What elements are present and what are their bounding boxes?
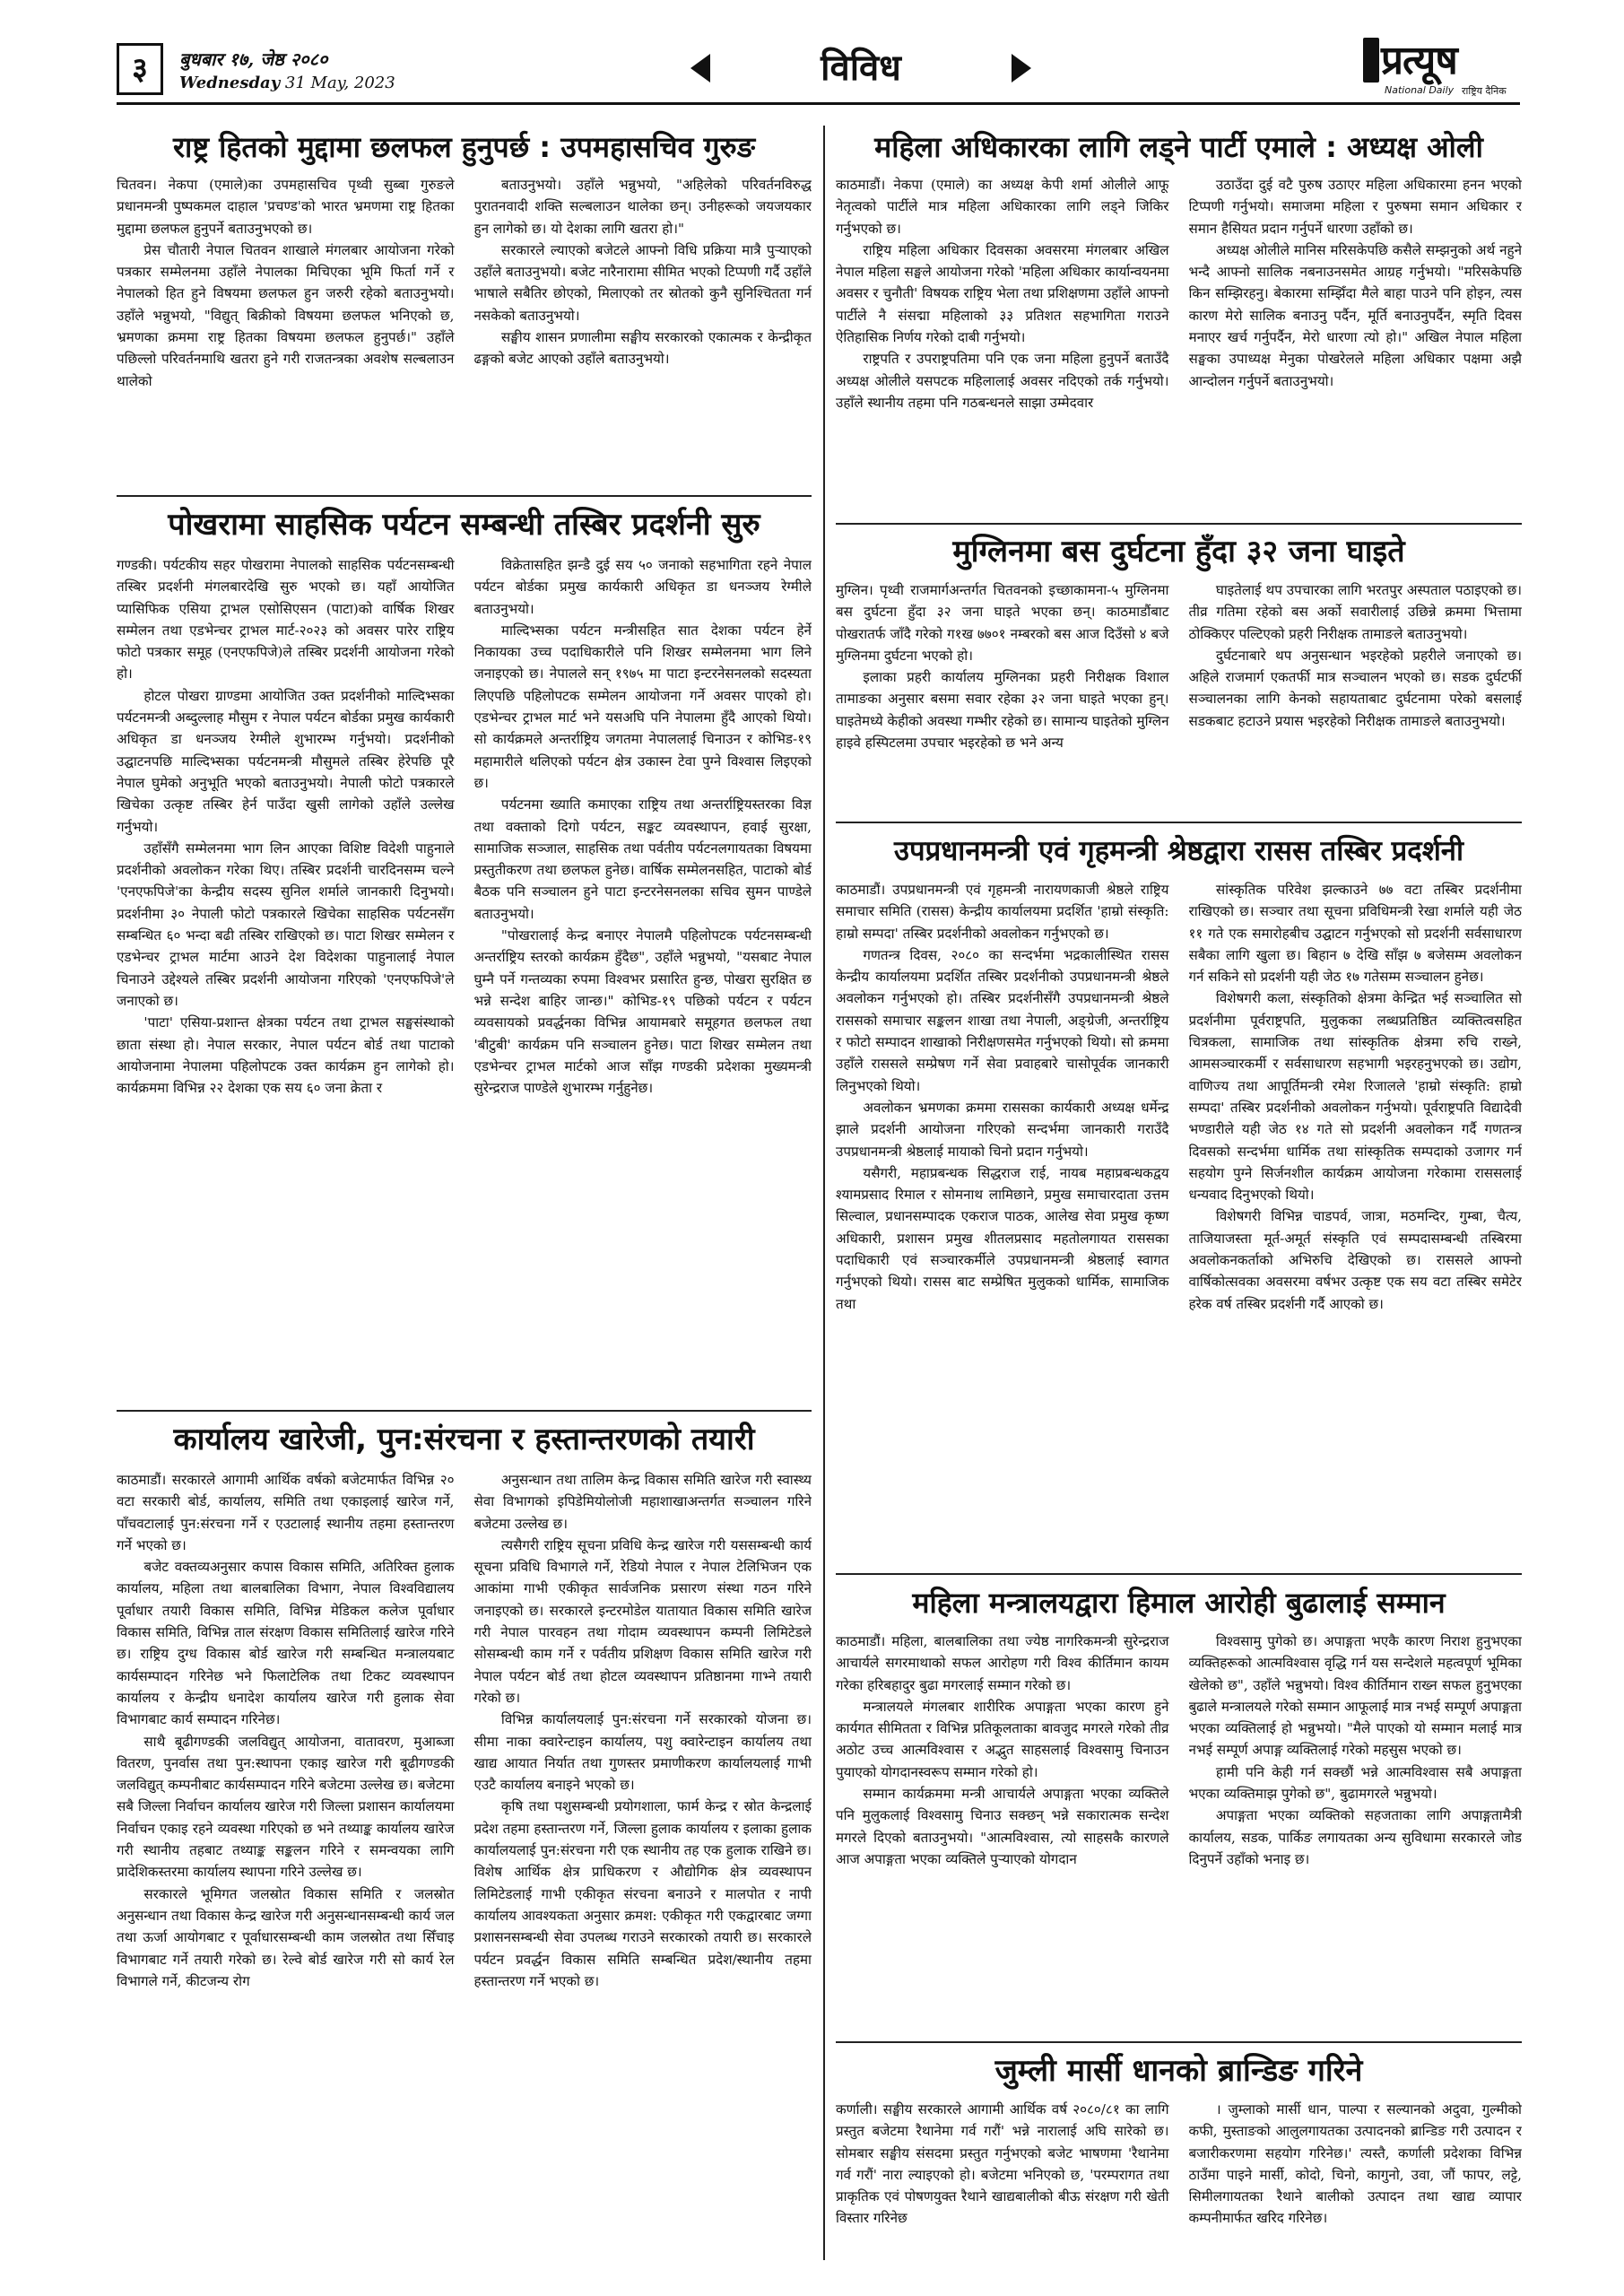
paragraph: उहाँसँगै सम्मेलनमा भाग लिन आएका विशिष्ट विदेशी पाहुनाले प्रदर्शनीको अवलोकन गरेका थिए। तस्बिर प्रदर्शनी चारदिनसम्म चल्ने 'एनएफपिजे'का केन्द्रीय सदस्य सुनिल शर्माले जानकारी दिनुभयो। प्रदर्शनीमा ३० नेपाली फोटो पत्रकारले खिचेका साहसिक पर्यटनसँग सम्बन्धित ६० भन्दा बढी तस्बिर राखिएको छ। पाटा शिखर सम्मेलन र एडभेन्चर ट्राभल मार्टमा आउने देश विदेशका पाहुनालाई नेपाल चिनाउने उद्देश्यले तस्बिर प्रदर्शनी आयोजना गरिएको 'एनएफपिजे'ले जनाएको छ। xyxy=(117,839,455,1009)
paragraph: साथै बूढीगण्डकी जलविद्युत् आयोजना, वातावरण, मुआब्जा वितरण, पुनर्वास तथा पुन:स्थापना एकाइ खारेज गरी बूढीगण्डकी जलविद्युत् कम्पनीबाट कार्यसम्पादन गरिने बजेटमा उल्लेख छ। बजेटमा सबै जिल्ला निर्वाचन कार्यालय खारेज गरी जिल्ला प्रशासन कार्यालयमा निर्वाचन एकाइ रहने व्यवस्था गरिएको छ भने तथ्याङ्क कार्यालय खारेज गरी स्थानीय तहबाट तथ्याङ्क सङ्कलन गरिने र समन्वयका लागि प्रादेशिकस्तरमा कार्यालय स्थापना गरिने उल्लेख छ। xyxy=(117,1733,455,1881)
article-column xyxy=(1189,174,1523,515)
article-column xyxy=(474,174,812,490)
article-shrestha xyxy=(836,829,1522,1570)
paragraph: मुग्लिन। पृथ्वी राजमार्गअन्तर्गत चितवनको इच्छाकामना-५ मुग्लिनमा बस दुर्घटना हुँदा ३२ जना घाइते भएका छन्। काठमाडौंबाट पोखरातर्फ जाँदै गरेको ग१ख ७७०१ नम्बरको बस आज दिउँसो ४ बजे मुग्लिनमा दुर्घटना भएको हो। xyxy=(836,582,1169,664)
paragraph: बताउनुभयो। उहाँले भन्नुभयो, "अहिलेको परिवर्तनविरुद्ध पुरातनवादी शक्ति सल्बलाउन थालेका छन्। उनीहरूको जयजयकार हुन लागेको छ। यो देशका लागि खतरा हो।" xyxy=(473,177,812,237)
paragraph: होटल पोखरा ग्राण्डमा आयोजित उक्त प्रदर्शनीको माल्दिभ्सका पर्यटनमन्त्री अब्दुल्लाह मौसुम र नेपाल पर्यटन बोर्डका प्रमुख कार्यकारी अधिकृत डा धनञ्जय रेग्मीले शुभारम्भ गर्नुभयो। प्रदर्शनीको उद्घाटनपछि माल्दिभ्सका पर्यटनमन्त्री मौसुमले तस्बिर हेरेपछि पूरै नेपाल घुमेको अनुभूति भएको बताउनुभयो। नेपाली फोटो पत्रकारले खिचेका उत्कृष्ट तस्बिर हेर्न पाउँदा खुसी लागेको उहाँले उल्लेख गर्नुभयो। xyxy=(117,687,455,835)
paragraph: घाइतेलाई थप उपचारका लागि भरतपुर अस्पताल पठाइएको छ। तीव्र गतिमा रहेको बस अर्को सवारीलाई उछिन्ने क्रममा भित्तामा ठोक्किएर पल्टिएको प्रहरी निरीक्षक तामाङले बताउनुभयो। xyxy=(1188,582,1522,642)
column-divider xyxy=(823,126,825,2260)
article-column xyxy=(836,2099,1169,2257)
paragraph: राष्ट्रपति र उपराष्ट्रपतिमा पनि एक जना महिला हुनुपर्ने बताउँदै अध्यक्ष ओलीले यसपटक महिलालाई अवसर नदिएको तर्क गर्नुभयो। उहाँले स्थानीय तहमा पनि गठबन्धनले साझा उम्मेदवार xyxy=(836,351,1169,411)
headline: मुग्लिनमा बस दुर्घटना हुँदा ३२ जना घाइते xyxy=(952,534,1405,570)
paragraph: कृषि तथा पशुसम्बन्धी प्रयोगशाला, फार्म केन्द्र र स्रोत केन्द्रलाई प्रदेश तहमा हस्तान्तरण गर्ने, जिल्ला हुलाक कार्यालय र इलाका हुलाक कार्यालयलाई पुन:संरचना गरी एक स्थानीय तह एक हुलाक राखिने छ। विशेष आर्थिक क्षेत्र प्राधिकरण र औद्योगिक क्षेत्र व्यवस्थापन लिमिटेडलाई गाभी एकीकृत संरचना बनाउने र मालपोत र नापी कार्यालय आवश्यकता अनुसार क्रमश: एकीकृत गरी एकद्वारबाट जग्गा प्रशासनसम्बन्धी सेवा उपलब्ध गराउने सरकारको तयारी छ। सरकारले पर्यटन प्रवर्द्धन विकास समिति सम्बन्धित प्रदेश/स्थानीय तहमा हस्तान्तरण गर्ने भएको छ। xyxy=(473,1798,812,1989)
paragraph: "पोखरालाई केन्द्र बनाएर नेपालमै पहिलोपटक पर्यटनसम्बन्धी अन्तर्राष्ट्रिय स्तरको कार्यक्रम हुँदैछ", उहाँले भन्नुभयो, "यसबाट नेपाल घुम्नै पर्ने गन्तव्यका रुपमा विश्वभर प्रसारित हुन्छ, पोखरा सुरक्षित छ भन्ने सन्देश बाहिर जान्छ।" कोभिड-१९ पछिको पर्यटन र पर्यटन व्यवसायको प्रवर्द्धनका विभिन्न आयामबारे समूहगत छलफल तथा 'बीटुबी' कार्यक्रम पनि सञ्चालन हुनेछ। पाटा शिखर सम्मेलन तथा एडभेन्चर ट्राभल मार्टको आज साँझ गण्डकी प्रदेशका मुख्यमन्त्री सुरेन्द्रराज पाण्डेले शुभारम्भ गर्नुहुनेछ। xyxy=(473,927,812,1097)
article-column xyxy=(836,174,1169,515)
paragraph: विक्रेतासहित झन्डै दुई सय ५० जनाको सहभागिता रहने नेपाल पर्यटन बोर्डका प्रमुख कार्यकारी अधिकृत डा धनञ्जय रेग्मीले बताउनुभयो। xyxy=(473,557,812,617)
section-rule xyxy=(117,495,812,497)
headline: महिला मन्त्रालयद्वारा हिमाल आरोही बुढालाई सम्मान xyxy=(912,1586,1446,1620)
article-column xyxy=(1189,579,1523,814)
paragraph: गण्डकी। पर्यटकीय सहर पोखरामा नेपालको साहसिक पर्यटनसम्बन्धी तस्बिर प्रदर्शनी मंगलबारदेखि सुरु भएको छ। यहाँ आयोजित प्यासिफिक एसिया ट्राभल एसोसिएसन (पाटा)को वार्षिक शिखर सम्मेलन तथा एडभेन्चर ट्राभल मार्ट-२०२३ को अवसर पारेर राष्ट्रिय फोटो पत्रकार समूह (एनएफपिजे)ले तस्बिर प्रदर्शनी आयोजना गरेको हो। xyxy=(117,557,455,683)
masthead-rule xyxy=(117,102,1520,105)
paragraph: हामी पनि केही गर्न सक्छौं भन्ने आत्मविश्वास सबै अपाङ्गता भएका व्यक्तिमाझ पुगेको छ", बुढामगरले भन्नुभयो। xyxy=(1188,1763,1522,1803)
paragraph: सरकारले ल्याएको बजेटले आफ्नो विधि प्रक्रिया मात्रै पुर्‍याएको उहाँले बताउनुभयो। बजेट नारैनारामा सीमित भएको टिप्पणी गर्दै उहाँले भाषाले सबैतिर छोएको, मिलाएको तर स्रोतको कुनै सुनिश्चितता गर्न नसकेको बताउनुभयो। xyxy=(473,241,812,324)
paragraph: मन्त्रालयले मंगलबार शारीरिक अपाङ्गता भएका कारण हुने कार्यगत सीमितता र विभिन्न प्रतिकूलताका बावजुद मगरले गरेको तीव्र अठोट उच्च आत्मविश्वास र अद्भुत साहसलाई विश्वसामु चिनाउन पुयाएको योगदानस्वरूप सम्मान गरेको हो। xyxy=(836,1698,1169,1780)
article-column xyxy=(836,579,1169,814)
paragraph: काठमाडौं। उपप्रधानमन्त्री एवं गृहमन्त्री नारायणकाजी श्रेष्ठले राष्ट्रिय समाचार समिति (रासस) केन्द्रीय कार्यालयमा प्रदर्शित 'हाम्रो संस्कृति: हाम्रो सम्पदा' तस्बिर प्रदर्शनीको अवलोकन गर्नुभएको छ। xyxy=(836,882,1169,942)
paragraph: सम्मान कार्यक्रममा मन्त्री आचार्यले अपाङ्गता भएका व्यक्तिले पनि मुलुकलाई विश्वसामु चिनाउ सक्छन् भन्ने सकारात्मक सन्देश मगरले दिएको बताउनुभयो। "आत्मविश्वास, त्यो साहसकै कारणले आज अपाङ्गता भएका व्यक्तिले पुऱ्याएको योगदान xyxy=(836,1786,1169,1867)
logo-tagline-np: राष्ट्रिय दैनिक xyxy=(1462,85,1507,97)
paragraph: काठमाडौं। महिला, बालबालिका तथा ज्येष्ठ नागरिकमन्त्री सुरेन्द्रराज आचार्यले सगरमाथाको सफल आरोहण गरी विश्व कीर्तिमान कायम गरेका हरिबहादुर बुढा मगरलाई सम्मान गरेको छ। xyxy=(836,1633,1169,1693)
paragraph: सङ्घीय शासन प्रणालीमा सङ्घीय सरकारको एकात्मक र केन्द्रीकृत ढङ्गको बजेट आएको उहाँले बताउनुभयो। xyxy=(473,329,812,368)
logo-tagline-en: National Daily xyxy=(1385,84,1455,96)
paragraph: गणतन्त्र दिवस, २०८० का सन्दर्भमा भद्रकालीस्थित रासस केन्द्रीय कार्यालयमा प्रदर्शित तस्बिर प्रदर्शनीको उपप्रधानमन्त्री श्रेष्ठले अवलोकन गर्नुभएको हो। तस्बिर प्रदर्शनीसँगै उपप्रधानमन्त्री श्रेष्ठले राससको समाचार सङ्कलन शाखा तथा नेपाली, अङ्ग्रेजी, अन्तर्राष्ट्रिय र फोटो सम्पादन शाखाको निरीक्षणसमेत गर्नुभएको थियो। सो क्रममा उहाँले राससले सम्प्रेषण गर्ने सेवा प्रवाहबारे चासोपूर्वक जानकारी लिनुभएको थियो। xyxy=(836,946,1169,1094)
date-english xyxy=(179,74,395,92)
paragraph: सांस्कृतिक परिवेश झल्काउने ७७ वटा तस्बिर प्रदर्शनीमा राखिएको छ। सञ्चार तथा सूचना प्रविधिमन्त्री रेखा शर्माले यही जेठ ११ गते एक समारोहबीच उद्घाटन गर्नुभएको सो प्रदर्शनी सर्वसाधारण सबैका लागि खुला छ। बिहान ७ देखि साँझ ७ बजेसम्म अवलोकन गर्न सकिने सो प्रदर्शनी यही जेठ १७ गतेसम्म सञ्चालन हुनेछ। xyxy=(1188,882,1522,986)
article-column xyxy=(117,1469,455,2258)
article-column xyxy=(474,1469,812,2258)
paragraph: चितवन। नेकपा (एमाले)का उपमहासचिव पृथ्वी सुब्बा गुरुङले प्रधानमन्त्री पुष्पकमल दाहाल 'प्रचण्ड'को भारत भ्रमणमा राष्ट्र हितका मुद्दामा छलफल हुनुपर्ने बताउनुभएको छ। xyxy=(117,177,455,237)
masthead xyxy=(117,39,1520,108)
paragraph: विशेषगरी विभिन्न चाडपर्व, जात्रा, मठमन्दिर, गुम्बा, चैत्य, ताजियाजस्ता मूर्त-अमूर्त संस्कृति एवं सम्पदासम्बन्धी तस्बिरमा अवलोकनकर्ताको अभिरुचि देखिएको छ। राससले आफ्नो वार्षिकोत्सवका अवसरमा वर्षभर उत्कृष्ट एक सय वटा तस्बिर समेटेर हरेक वर्ष तस्बिर प्रदर्शनी गर्दै आएको छ। xyxy=(1188,1208,1522,1312)
paragraph: विश्वसामु पुगेको छ। अपाङ्गता भएकै कारण निराश हुनुभएका व्यक्तिहरूको आत्मविश्वास वृद्धि गर्न यस सन्देशले महत्वपूर्ण भूमिका खेलेको छ", उहाँले भन्नुभयो। विश्व कीर्तिमान राख्न सफल हुनुभएका बुढाले मन्त्रालयले गरेको सम्मान आफूलाई मात्र नभई सम्पूर्ण अपाङ्गता भएका व्यक्तिलाई हो भन्नुभयो। "मैले पाएको यो सम्मान मलाई मात्र नभई सम्पूर्ण अपाङ्ग व्यक्तिलाई गरेको महसुस भएको छ। xyxy=(1188,1633,1522,1759)
article-column xyxy=(836,1631,1169,2036)
paragraph: अध्यक्ष ओलीले मानिस मरिसकेपछि कसैले सम्झनुको अर्थ नहुने भन्दै आफ्नो सालिक नबनाउनसमेत आग्रह गर्नुभयो। "मरिसकेपछि किन सम्झिरहनु। बेकारमा सम्झिँदा मैले बाहा पाउने पनि होइन, त्यस कारण मेरो सालिक बनाउनु पर्दैन, मूर्ति बनाउनुपर्दैन, स्मृति दिवस मनाएर खर्च गर्नुपर्दैन, मेरो धारणा त्यो हो।" अखिल नेपाल महिला सङ्घका उपाध्यक्ष मेनुका पोखरेलले महिला अधिकार पक्षमा अझै आन्दोलन गर्नुपर्ने बताउनुभयो। xyxy=(1188,241,1522,389)
headline: जुम्ली मार्सी धानको ब्रान्डिङ गरिने xyxy=(994,2053,1363,2089)
article-column xyxy=(1189,879,1523,1566)
article-column xyxy=(117,554,455,1403)
paragraph: अपाङ्गता भएका व्यक्तिको सहजताका लागि अपाङ्गतामैत्री कार्यालय, सडक, पार्किङ लगायतका अन्य सुविधामा सरकारले जोड दिनुपर्ने उहाँको भनाइ छ। xyxy=(1188,1807,1522,1867)
paragraph: कर्णाली। सङ्घीय सरकारले आगामी आर्थिक वर्ष २०८०/८१ का लागि प्रस्तुत बजेटमा रैथानेमा गर्व गरौं' भन्ने नारालाई अघि सारेको छ। सोमबार सङ्घीय संसदमा प्रस्तुत गर्नुभएको बजेट भाषणमा 'रैथानेमा गर्व गरौं' नारा ल्याइएको हो। बजेटमा भनिएको छ, 'परम्परागत तथा प्राकृतिक एवं पोषणयुक्त रैथाने खाद्यबालीको बीऊ संरक्षण गरी खेती विस्तार गरिनेछ xyxy=(836,2101,1169,2227)
paragraph: इलाका प्रहरी कार्यालय मुग्लिनका प्रहरी निरीक्षक विशाल तामाङका अनुसार बसमा सवार रहेका ३२ जना घाइते भएका हुन्। घाइतेमध्ये केहीको अवस्था गम्भीर रहेको छ। सामान्य घाइतेको मुग्लिन हाइवे हस्पिटलमा उपचार भइरहेको छ भने अन्य xyxy=(836,669,1169,752)
page-number: ३ xyxy=(117,43,163,95)
paragraph: प्रेस चौतारी नेपाल चितवन शाखाले मंगलबार आयोजना गरेको पत्रकार सम्मेलनमा उहाँले नेपालका मिचिएका भूमि फिर्ता गर्ने र नेपालको हित हुने विषयमा छलफल हुन जरुरी रहेको बताउनुभयो। उहाँले भन्नुभयो, "विद्युत् बिक्रीको विषयमा छलफल भनिएको छ, भ्रमणका क्रममा राष्ट्र हितका विषयमा छलफल हुनुपर्छ।" उहाँले पछिल्लो परिवर्तनमाथि खतरा हुने गरी राजतन्त्रका अवशेष सल्बलाउन थालेको xyxy=(117,241,455,389)
article-oli xyxy=(836,126,1522,520)
headline: उपप्रधानमन्त्री एवं गृहमन्त्री श्रेष्ठद्वारा रासस तस्बिर प्रदर्शनी xyxy=(893,835,1464,867)
section-rule xyxy=(836,523,1522,525)
paragraph: काठमाडौं। सरकारले आगामी आर्थिक वर्षको बजेटमार्फत विभिन्न २० वटा सरकारी बोर्ड, कार्यालय, समिति तथा एकाइलाई खारेज गर्ने, पाँचवटालाई पुन:संरचना गर्ने र एउटालाई स्थानीय तहमा हस्तान्तरण गर्ने भएको छ। xyxy=(117,1472,455,1553)
article-column xyxy=(1189,2099,1523,2257)
paragraph: राष्ट्रिय महिला अधिकार दिवसका अवसरमा मंगलबार अखिल नेपाल महिला सङ्घले आयोजना गरेको 'महिला अधिकार कार्यान्वयनमा अवसर र चुनौती' विषयक राष्ट्रिय भेला तथा प्रशिक्षणमा उहाँले आफ्नो पार्टीले नै संसद्मा महिलाको ३३ प्रतिशत सहभागिता गराउने ऐतिहासिक निर्णय गरेको दाबी गर्नुभयो। xyxy=(836,241,1169,346)
arrow-right-icon xyxy=(1012,54,1031,83)
paragraph: बजेट वक्तव्यअनुसार कपास विकास समिति, अतिरिक्त हुलाक कार्यालय, महिला तथा बालबालिका विभाग, नेपाल विश्वविद्यालय पूर्वाधार तयारी विकास समिति, विभिन्न मेडिकल कलेज पूर्वाधार विकास समिति, विभिन्न ताल संरक्षण विकास समितिलाई खारेज गरिने छ। राष्ट्रिय दुग्ध विकास बोर्ड खारेज गरी सम्बन्धित मन्त्रालयबाट कार्यसम्पादन गरिनेछ भने फिलाटेलिक तथा टिकट व्यवस्थापन कार्यालय र केन्द्रीय धनादेश कार्यालय खारेज गरी हुलाक सेवा विभागबाट कार्य सम्पादन गरिनेछ। xyxy=(117,1559,455,1728)
headline: कार्यालय खारेजी, पुन:संरचना र हस्तान्तरणको तयारी xyxy=(173,1422,755,1457)
article-jumla xyxy=(836,2048,1522,2260)
article-column xyxy=(117,174,455,490)
article-column xyxy=(1189,1631,1523,2036)
section-rule xyxy=(836,822,1522,823)
logo-mark-icon xyxy=(1363,38,1379,83)
article-column xyxy=(836,879,1169,1566)
paragraph: अनुसन्धान तथा तालिम केन्द्र विकास समिति खारेज गरी स्वास्थ्य सेवा विभागको इपिडेमियोलोजी महाशाखाअन्तर्गत सञ्चालन गरिने बजेटमा उल्लेख छ। xyxy=(473,1472,812,1532)
paragraph: पर्यटनमा ख्याति कमाएका राष्ट्रिय तथा अन्तर्राष्ट्रियस्तरका विज्ञ तथा वक्ताको दिगो पर्यटन, सङ्कट व्यवस्थापन, हवाई सुरक्षा, सामाजिक सञ्जाल, साहसिक तथा पर्वतीय पर्यटनलगायतका विषयमा प्रस्तुतीकरण तथा छलफल हुनेछ। वार्षिक सम्मेलनसहित, पाटाको बोर्ड बैठक पनि सञ्चालन हुने पाटा इन्टरनेसनलका सचिव सुमन पाण्डेले बताउनुभयो। xyxy=(473,796,812,922)
paragraph: । जुम्लाको मार्सी धान, पाल्पा र सल्यानको अदुवा, गुल्मीको कफी, मुस्ताङको आलुलगायतका उत्पादनको ब्रान्डिङ गरी उत्पादन र बजारीकरणमा सहयोग गरिनेछ।' त्यस्तै, कर्णाली प्रदेशका विभिन्न ठाउँमा पाइने मार्सी, कोदो, चिनो, कागुनो, उवा, जौं फापर, लट्टे, सिमीलगायतका रैथाने बालीको उत्पादन तथा खाद्य व्यापार कम्पनीमार्फत खरिद गरिनेछ। xyxy=(1188,2101,1522,2227)
paragraph: विभिन्न कार्यालयलाई पुन:संरचना गर्ने सरकारको योजना छ। सीमा नाका क्वारेन्टाइन कार्यालय, पशु क्वारेन्टाइन कार्यालय तथा खाद्य आयात निर्यात तथा गुणस्तर प्रमाणीकरण कार्यालयलाई गाभी एउटै कार्यालय बनाइने भएको छ। xyxy=(473,1711,812,1794)
headline: पोखरामा साहसिक पर्यटन सम्बन्धी तस्बिर प्रदर्शनी सुरु xyxy=(168,507,760,543)
paragraph: दुर्घटनाबारे थप अनुसन्धान भइरहेको प्रहरीले जनाएको छ। अहिले राजमार्ग एकतर्फी मात्र सञ्चालन भएको छ। सडक दुर्घटर्फी सञ्चालनका लागि केनको सहायताबाट दुर्घटनामा परेको बसलाई सडकबाट हटाउने प्रयास भइरहेको निरीक्षक तामाङले बताउनुभयो। xyxy=(1188,647,1522,729)
article-mugling xyxy=(836,529,1522,818)
paragraph: काठमाडौं। नेकपा (एमाले) का अध्यक्ष केपी शर्मा ओलीले आफू नेतृत्वको पार्टीले मात्र महिला अधिकारका लागि लड्ने जिकिर गर्नुभएको छ। xyxy=(836,177,1169,237)
logo-name: प्रत्यूष xyxy=(1381,38,1457,83)
headline: राष्ट्र हितको मुद्दामा छलफल हुनुपर्छ : उपमहासचिव गुरुङ xyxy=(172,130,756,164)
paragraph: 'पाटा' एसिया-प्रशान्त क्षेत्रका पर्यटन तथा ट्राभल सङ्घसंस्थाको छाता संस्था हो। नेपाल सरकार, नेपाल पर्यटन बोर्ड तथा पाटाको आयोजनामा नेपालमा पहिलोपटक उक्त कार्यक्रम हुन लागेको हो। कार्यक्रममा विभिन्न २२ देशका एक सय ६० जना क्रेता र xyxy=(117,1014,455,1097)
paragraph: अवलोकन भ्रमणका क्रममा राससका कार्यकारी अध्यक्ष धर्मेन्द्र झाले प्रदर्शनी आयोजना गरिएको सन्दर्भमा जानकारी गराउँदै उपप्रधानमन्त्री श्रेष्ठलाई मायाको चिनो प्रदान गर्नुभयो। xyxy=(836,1099,1169,1160)
section-header xyxy=(690,45,1031,91)
article-gurung xyxy=(117,126,812,493)
date-en-rest: 31 May, 2023 xyxy=(280,74,395,92)
paragraph: विशेषगरी कला, संस्कृतिको क्षेत्रमा केन्द्रित भई सञ्चालित सो प्रदर्शनीमा पूर्वराष्ट्रपति, मुलुकका लब्धप्रतिष्ठित व्यक्तित्वसहित चित्रकला, सामाजिक तथा सांस्कृतिक क्षेत्रमा रुचि राख्ने, आमसञ्चारकर्मी र सर्वसाधारण सहभागी भइरहनुभएको छ। उद्योग, वाणिज्य तथा आपूर्तिमन्त्री रमेश रिजालले 'हाम्रो संस्कृति: हाम्रो सम्पदा' तस्बिर प्रदर्शनीको अवलोकन गर्नुभयो। पूर्वराष्ट्रपति विद्यादेवी भण्डारीले यही जेठ १४ गते सो प्रदर्शनी अवलोकन गर्दै गणतन्त्र दिवसको सन्दर्भमा धार्मिक तथा सांस्कृतिक सम्पदाको उजागर गर्न सहयोग पुग्ने सिर्जनशील कार्यक्रम आयोजना गरेकामा राससलाई धन्यवाद दिनुभएको थियो। xyxy=(1188,990,1522,1204)
paragraph: माल्दिभ्सका पर्यटन मन्त्रीसहित सात देशका पर्यटन हेर्ने निकायका उच्च पदाधिकारीले पनि शिखर सम्मेलनमा भाग लिने जनाइएको छ। नेपालले सन् १९७५ मा पाटा इन्टरनेसनलको सदस्यता लिएपछि पहिलोपटक सम्मेलन आयोजना गर्ने अवसर पाएको हो। एडभेन्चर ट्राभल मार्ट भने यसअघि पनि नेपालमा हुँदै आएको थियो। सो कार्यक्रमले अन्तर्राष्ट्रिय जगतमा नेपाललाई चिनाउन र कोभिड-१९ महामारीले थलिएको पर्यटन क्षेत्र उकास्न टेवा पुग्ने विश्वास लिइएको छ। xyxy=(473,622,812,791)
section-rule xyxy=(836,2041,1522,2043)
paragraph: यसैगरी, महाप्रबन्धक सिद्धराज राई, नायब महाप्रबन्धकद्वय श्यामप्रसाद रिमाल र सोमनाथ लामिछाने, प्रमुख समाचारदाता उत्तम सिल्वाल, प्रधानसम्पादक एकराज पाठक, आलेख सेवा प्रमुख कृष्ण अधिकारी, प्रशासन प्रमुख शीतलप्रसाद महतोलगायत राससका पदाधिकारी एवं सञ्चारकर्मीले उपप्रधानमन्त्री श्रेष्ठलाई स्वागत गर्नुभएको थियो। रासस बाट सम्प्रेषित मुलुकको धार्मिक, सामाजिक तथा xyxy=(836,1164,1169,1312)
article-karyalaya xyxy=(117,1417,812,2260)
paragraph: त्यसैगरी राष्ट्रिय सूचना प्रविधि केन्द्र खारेज गरी यससम्बन्धी कार्य सूचना प्रविधि विभागले गर्ने, रेडियो नेपाल र नेपाल टेलिभिजन एक आकांमा गाभी एकीकृत सार्वजनिक प्रसारण संस्था गठन गरिने जनाइएको छ। सरकारले इन्टरमोडेल यातायात विकास समिति खारेज गरी नेपाल पारवहन तथा गोदाम व्यवस्थापन कम्पनी लिमिटेडले सोसम्बन्धी काम गर्ने र पर्वतीय प्रशिक्षण विकास समिति खारेज गरी नेपाल पर्यटन बोर्ड तथा होटल व्यवस्थापन प्रतिष्ठानमा गाभ्ने तयारी गरेको छ। xyxy=(473,1536,812,1706)
article-himal xyxy=(836,1580,1522,2038)
section-title: विविध xyxy=(821,48,901,89)
paragraph: उठाउँदा दुई वटै पुरुष उठाएर महिला अधिकारमा हनन भएको टिप्पणी गर्नुभयो। समाजमा महिला र पुरुषमा समान अधिकार र समान हैसियत प्रदान गर्नुपर्ने धारणा उहाँको छ। xyxy=(1188,177,1522,237)
article-column xyxy=(474,554,812,1403)
section-rule xyxy=(836,1573,1522,1575)
date-nepali: बुधबार १७, जेष्ठ २०८० xyxy=(179,48,328,70)
section-rule xyxy=(117,1410,812,1412)
paragraph: सरकारले भूमिगत जलस्रोत विकास समिति र जलस्रोत अनुसन्धान तथा विकास केन्द्र खारेज गरी अनुसन्धानसम्बन्धी कार्य जल तथा ऊर्जा आयोगबाट र पूर्वाधारसम्बन्धी काम जलस्रोत तथा सिँचाइ विभागबाट गर्ने तयारी गरेको छ। रेल्वे बोर्ड खारेज गरी सो कार्य रेल विभागले गर्ने, कीटजन्य रोग xyxy=(117,1885,455,1989)
headline: महिला अधिकारका लागि लड्ने पार्टी एमाले : अध्यक्ष ओली xyxy=(874,130,1483,164)
article-pokhara xyxy=(117,502,812,1406)
newspaper-logo xyxy=(1363,36,1524,99)
arrow-left-icon xyxy=(690,54,710,83)
date-en-day: Wednesday xyxy=(179,74,281,92)
